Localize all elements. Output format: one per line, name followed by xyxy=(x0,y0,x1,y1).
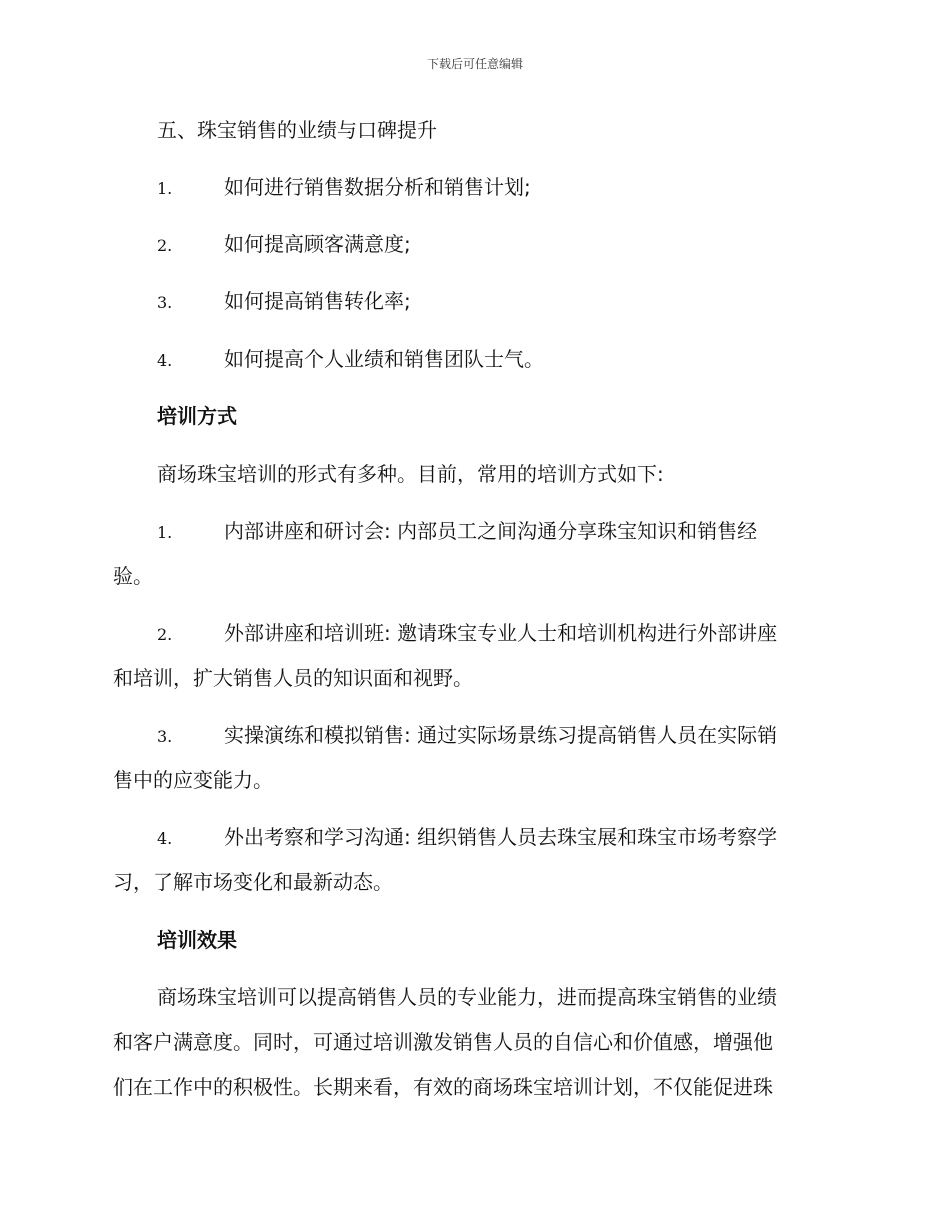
list-item-number: 1. xyxy=(157,523,173,542)
list-item-text: 内部讲座和研讨会: 内部员工之间沟通分享珠宝知识和销售经 xyxy=(224,519,758,543)
list-item-text: 如何进行销售数据分析和销售计划; xyxy=(224,175,531,199)
list-item-number: 2. xyxy=(157,625,173,644)
list-item-text: 如何提高销售转化率; xyxy=(224,289,411,313)
list-item-number: 1. xyxy=(157,179,173,198)
list-item-text: 如何提高个人业绩和销售团队士气。 xyxy=(224,347,544,371)
list-item-number: 2. xyxy=(157,236,173,255)
list-item-text: 实操演练和模拟销售: 通过实际场景练习提高销售人员在实际销 xyxy=(224,723,778,747)
list-item-number: 3. xyxy=(157,293,173,312)
list-item-text-continued: 验。 xyxy=(113,564,153,588)
effects-paragraph-line: 和客户满意度。同时，可通过培训激发销售人员的自信心和价值感，增强他 xyxy=(113,1030,773,1054)
list-item-number: 3. xyxy=(157,727,173,746)
list-item-number: 4. xyxy=(157,351,173,370)
list-item-text-continued: 习，了解市场变化和最新动态。 xyxy=(113,870,393,894)
list-item-text-continued: 售中的应变能力。 xyxy=(113,768,273,792)
methods-intro: 商场珠宝培训的形式有多种。目前，常用的培训方式如下: xyxy=(157,462,664,486)
page-header: 下载后可任意编辑 xyxy=(426,57,523,71)
section-title: 五、珠宝销售的业绩与口碑提升 xyxy=(157,118,437,142)
methods-heading: 培训方式 xyxy=(157,404,237,428)
list-item-text: 如何提高顾客满意度; xyxy=(224,232,411,256)
list-item-text: 外部讲座和培训班: 邀请珠宝专业人士和培训机构进行外部讲座 xyxy=(224,621,778,645)
effects-heading: 培训效果 xyxy=(157,928,237,952)
list-item-text: 外出考察和学习沟通: 组织销售人员去珠宝展和珠宝市场考察学 xyxy=(224,825,778,849)
list-item-number: 4. xyxy=(157,829,173,848)
effects-paragraph-line: 商场珠宝培训可以提高销售人员的专业能力，进而提高珠宝销售的业绩 xyxy=(157,985,777,1009)
effects-paragraph-line: 们在工作中的积极性。长期来看，有效的商场珠宝培训计划，不仅能促进珠 xyxy=(113,1075,773,1099)
list-item-text-continued: 和培训，扩大销售人员的知识面和视野。 xyxy=(113,666,473,690)
